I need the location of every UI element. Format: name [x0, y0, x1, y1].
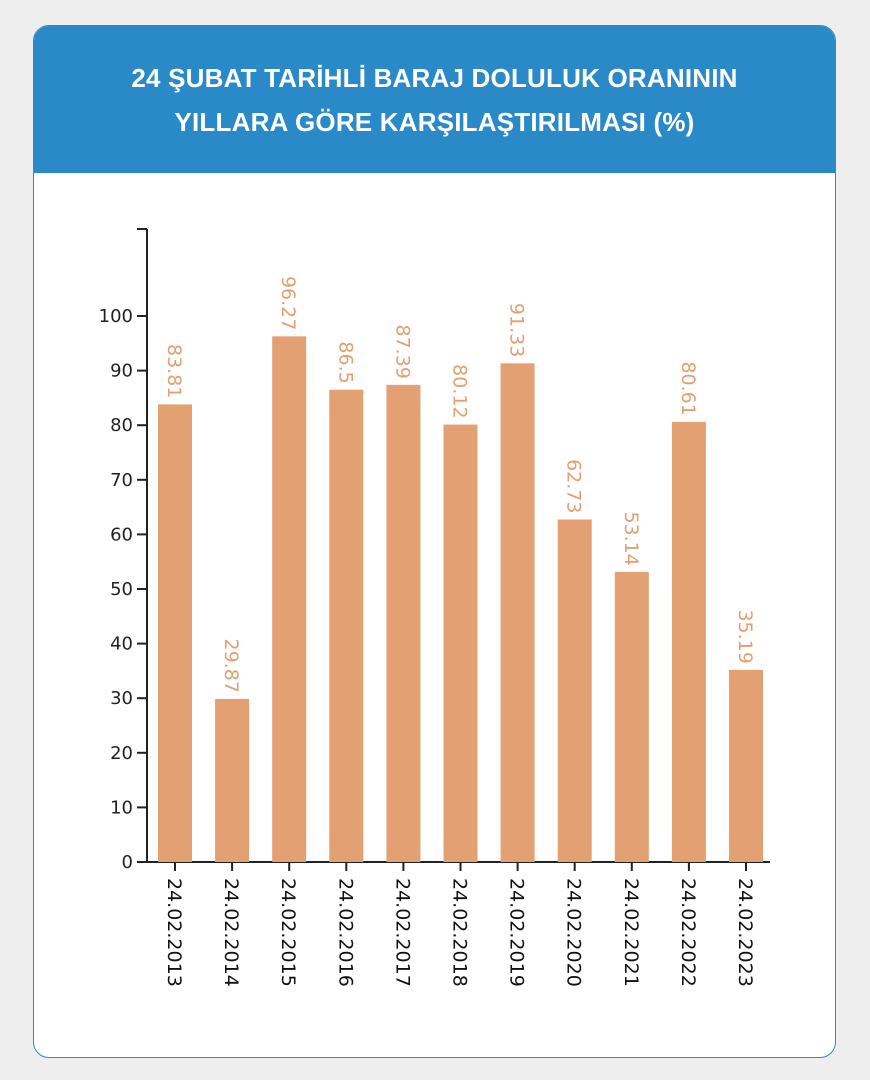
y-tick-label: 20 [110, 742, 133, 764]
y-tick-label: 90 [110, 360, 133, 382]
y-tick-label: 60 [110, 524, 133, 546]
bar-value-label: 83.81 [163, 343, 185, 399]
bar-value-label: 29.87 [220, 638, 243, 693]
chart-title-line-1: 24 ŞUBAT TARİHLİ BARAJ DOLULUK ORANININ [131, 62, 738, 93]
y-tick-label: 70 [110, 469, 133, 491]
x-tick-label: 24.02.2022 [676, 878, 699, 987]
bar [215, 699, 249, 862]
bar [558, 519, 592, 862]
y-tick-label: 100 [98, 306, 133, 327]
y-tick-label: 80 [110, 415, 133, 437]
y-tick-label: 40 [110, 633, 133, 655]
y-tick-label: 0 [121, 852, 133, 873]
x-tick-label: 24.02.2023 [734, 878, 756, 987]
y-tick-label: 30 [110, 688, 133, 710]
bar [158, 404, 192, 862]
x-tick-label: 24.02.2019 [505, 878, 528, 987]
bar [386, 385, 420, 862]
bar-value-label: 62.73 [562, 459, 585, 514]
bar-value-label: 91.33 [505, 302, 528, 358]
bar [672, 422, 706, 862]
bar-value-label: 80.61 [676, 361, 699, 416]
y-tick-label: 10 [110, 797, 133, 819]
bar-value-label: 35.19 [734, 609, 756, 664]
x-tick-label: 24.02.2013 [163, 878, 185, 987]
bar-value-label: 80.12 [448, 364, 471, 419]
x-tick-label: 24.02.2016 [334, 878, 357, 987]
bar [272, 336, 306, 862]
x-tick-label: 24.02.2020 [562, 878, 585, 987]
bar [444, 425, 478, 862]
bar [329, 390, 363, 862]
bar [501, 363, 535, 862]
y-tick-label: 50 [110, 579, 133, 600]
x-tick-label: 24.02.2017 [391, 878, 414, 987]
x-tick-label: 24.02.2014 [220, 878, 243, 987]
x-tick-label: 24.02.2018 [448, 878, 471, 987]
bar-value-label: 87.39 [391, 324, 414, 379]
bar-value-label: 53.14 [619, 511, 642, 566]
bar [615, 572, 649, 862]
bar-value-label: 96.27 [277, 275, 300, 331]
x-tick-label: 24.02.2021 [619, 878, 642, 987]
bar [729, 670, 763, 862]
x-tick-label: 24.02.2015 [277, 878, 300, 987]
bar-value-label: 86.5 [334, 341, 357, 384]
chart-title-line-2: YILLARA GÖRE KARŞILAŞTIRILMASI (%) [174, 106, 695, 137]
